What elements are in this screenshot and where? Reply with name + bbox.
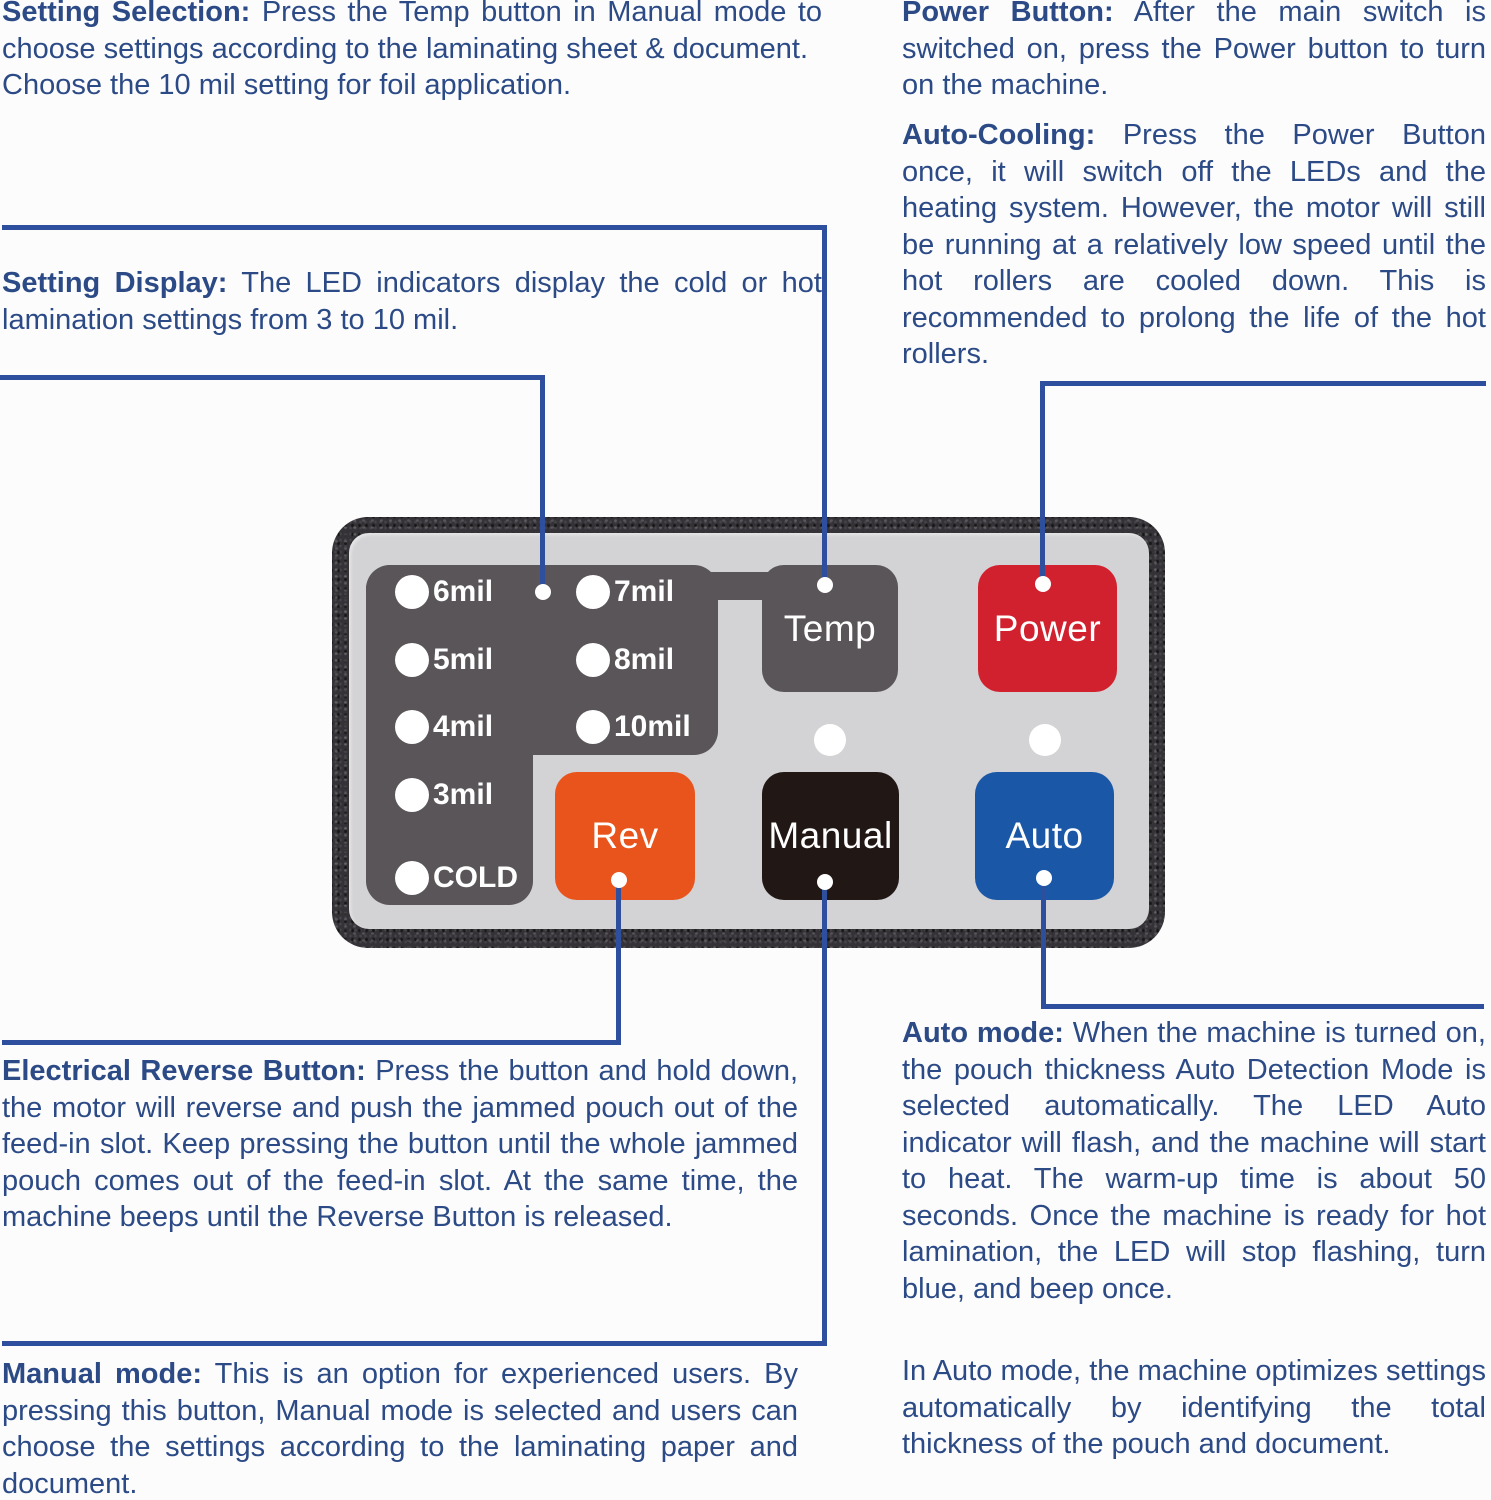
callout-line-setting-display-horizontal [0, 375, 545, 380]
annotation-auto-cooling [902, 117, 1486, 373]
annotation-title-manual-mode: Manual mode: [2, 1358, 203, 1390]
annotation-body-manual-mode: This is an option for experienced users. By pressing this button, Manual mode is selected and users can choose the settings according to the laminating paper and document. [2, 1358, 798, 1500]
annotation-body-power-button: After the main switch is switched on, press the Power button to turn on the machine. [902, 0, 1486, 101]
callout-line-setting-display-vertical [540, 375, 545, 592]
annotation-title-auto-cooling: Auto-Cooling: [902, 119, 1096, 151]
callout-line-rev-horizontal [2, 1040, 621, 1045]
led-label-5mil: 5mil [433, 643, 494, 676]
manual-mode-led-indicator [814, 724, 846, 756]
callout-dot-temp [817, 577, 833, 593]
annotation-electrical-reverse [2, 1053, 798, 1236]
led-row-8mil [576, 643, 674, 677]
annotation-body-setting-selection: Press the Temp button in Manual mode to choose settings according to the laminating sheet & document. [2, 0, 823, 65]
callout-line-power-horizontal [1040, 381, 1486, 386]
callout-line-rev-vertical [616, 880, 621, 1045]
annotation-body-electrical-reverse: Press the button and hold down, the motor will reverse and push the jammed pouch out of the feed-in slot. Keep pressing the button until the whole jammed pouch comes out of the feed-in slot. At the same time, the machine beeps until the Reverse Button is released. [2, 1055, 799, 1233]
led-row-7mil [576, 575, 674, 609]
annotation-body-auto-mode-extra: In Auto mode, the machine optimizes settings automatically by identifying the total thickness of the pouch and document. [902, 1355, 1486, 1460]
annotation-power-button [902, 0, 1486, 104]
auto-button-label: Auto [1005, 815, 1084, 856]
led-label-7mil: 7mil [614, 575, 675, 608]
annotation-title-setting-display: Setting Display: [2, 267, 228, 299]
callout-line-setting-selection-horizontal [2, 225, 827, 230]
callout-line-power-vertical [1040, 381, 1045, 584]
annotation-auto-mode [902, 1015, 1486, 1307]
led-row-3mil [395, 778, 493, 812]
callout-dot-rev [611, 872, 627, 888]
annotation-auto-mode-extra [902, 1353, 1486, 1463]
annotation-setting-display [2, 265, 822, 338]
led-label-3mil: 3mil [433, 778, 494, 811]
callout-line-setting-selection-vertical [822, 225, 827, 585]
callout-dot-manual [817, 874, 833, 890]
annotation-body-setting-display: The LED indicators display the cold or hot lamination settings from 3 to 10 mil. [2, 267, 822, 336]
annotation-body-auto-mode: When the machine is turned on, the pouch thickness Auto Detection Mode is selected automatically. The LED Auto indicator will flash, and the machine will start to heat. The warm-up time is about 50 seconds. Once the machine is ready for hot lamination, the LED will stop flashing, turn blue, and beep once. [902, 1017, 1486, 1305]
annotation-title-auto-mode: Auto mode: [902, 1017, 1064, 1049]
led-indicator-8mil [576, 643, 610, 677]
led-row-5mil [395, 643, 493, 677]
annotation-title-electrical-reverse: Electrical Reverse Button: [2, 1055, 366, 1087]
temp-button-label: Temp [783, 607, 877, 649]
led-indicator-cold [395, 861, 429, 895]
led-label-4mil: 4mil [433, 710, 494, 743]
led-indicator-5mil [395, 643, 429, 677]
led-label-8mil: 8mil [614, 643, 675, 676]
led-indicator-7mil [576, 575, 610, 609]
led-indicator-10mil [576, 710, 610, 744]
annotation-body-auto-cooling: Press the Power Button once, it will switch off the LEDs and the heating system. However, the motor will still be running at a relatively low speed until the hot rollers are cooled down. This is recommended to prolong the life of the hot rollers. [902, 119, 1486, 370]
callout-dot-led-area [535, 584, 551, 600]
led-label-10mil: 10mil [614, 710, 691, 743]
led-row-10mil [576, 710, 691, 744]
led-row-4mil [395, 710, 493, 744]
annotation-body2-setting-selection: Choose the 10 mil setting for foil application. [2, 69, 572, 101]
annotation-title-power-button: Power Button: [902, 0, 1114, 28]
annotation-setting-selection [2, 0, 822, 104]
led-label-6mil: 6mil [433, 575, 494, 608]
annotation-title-setting-selection: Setting Selection: [2, 0, 251, 28]
manual-button-label: Manual [768, 815, 893, 856]
callout-line-auto-vertical [1041, 878, 1046, 1009]
callout-line-manual-horizontal [2, 1341, 827, 1346]
led-indicator-4mil [395, 710, 429, 744]
led-row-cold [395, 861, 518, 895]
led-row-6mil [395, 575, 493, 609]
callout-dot-auto [1036, 870, 1052, 886]
annotation-manual-mode [2, 1356, 798, 1500]
rev-button-label: Rev [591, 815, 659, 856]
led-indicator-3mil [395, 778, 429, 812]
callout-line-manual-vertical [822, 882, 827, 1346]
auto-mode-led-indicator [1029, 724, 1061, 756]
power-button-label: Power [993, 607, 1102, 649]
led-indicator-6mil [395, 575, 429, 609]
callout-dot-power [1035, 576, 1051, 592]
callout-line-auto-horizontal [1041, 1004, 1484, 1009]
led-label-cold: COLD [433, 861, 518, 894]
